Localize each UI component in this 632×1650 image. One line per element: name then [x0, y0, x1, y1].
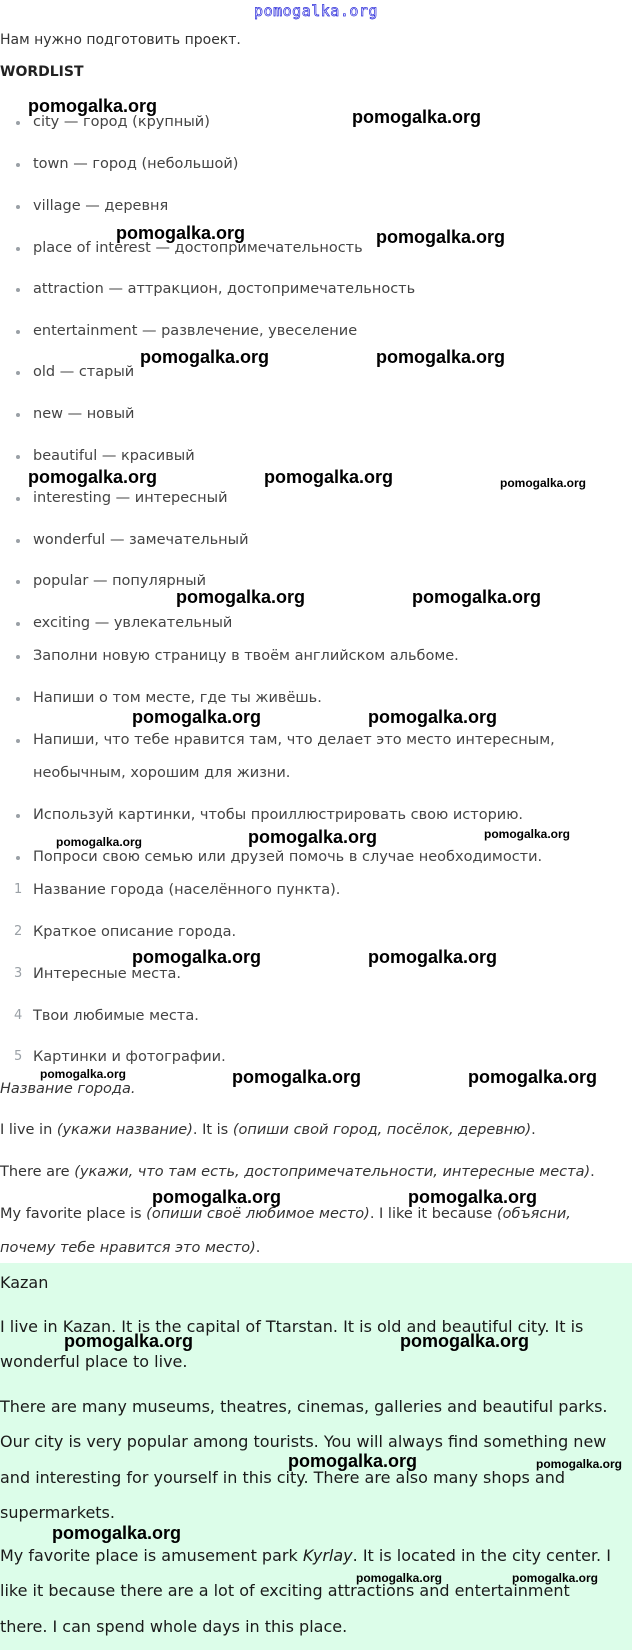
bullet-icon: [16, 330, 20, 334]
bullet-icon: [16, 205, 20, 209]
bullet-icon: [16, 163, 20, 167]
bullet-icon: [16, 697, 20, 701]
watermark: pomogalka.org: [28, 96, 158, 116]
bullet-icon: [16, 739, 20, 743]
watermark: pomogalka.org: [400, 1331, 530, 1351]
bullet-icon: [16, 247, 20, 251]
watermark: pomogalka.org: [368, 707, 498, 727]
answer-title: Kazan: [0, 1273, 49, 1292]
list-item: beautiful — красивый: [33, 448, 195, 464]
list-item: old — старый: [33, 364, 134, 380]
answer-block: [0, 1263, 632, 1650]
watermark: pomogalka.org: [264, 467, 394, 487]
watermark: pomogalka.org: [176, 587, 306, 607]
bullet-icon: [16, 413, 20, 417]
watermark: pomogalka.org: [352, 107, 482, 127]
bullet-icon: [16, 856, 20, 860]
list-item: popular — популярный: [33, 573, 206, 589]
list-item: interesting — интересный: [33, 490, 228, 506]
template-heading: Название города.: [0, 1081, 136, 1097]
list-item: village — деревня: [33, 198, 168, 214]
wordlist-title: WORDLIST: [0, 64, 84, 80]
watermark: pomogalka.org: [500, 476, 587, 490]
bullet-icon: [16, 655, 20, 659]
watermark: pomogalka.org: [376, 227, 506, 247]
watermark: pomogalka.org: [152, 1187, 282, 1207]
watermark: pomogalka.org: [52, 1523, 182, 1543]
answer-line: My favorite place is amusement park Kyrlay. It is located in the city center. I: [0, 1546, 611, 1565]
bullet-icon: [16, 622, 20, 626]
numbered-item: 3 Интересные места.: [14, 966, 182, 982]
bullet-icon: [16, 121, 20, 125]
list-item: wonderful — замечательный: [33, 532, 249, 548]
watermark: pomogalka.org: [56, 835, 143, 849]
list-item: attraction — аттракцион, достопримечательность: [33, 281, 415, 297]
bullet-icon: [16, 497, 20, 501]
watermark: pomogalka.org: [64, 1331, 194, 1351]
watermark: pomogalka.org: [40, 1067, 127, 1081]
watermark: pomogalka.org: [484, 827, 571, 841]
site-link[interactable]: pomogalka.org: [254, 2, 378, 20]
answer-line: supermarkets.: [0, 1503, 115, 1522]
watermark: pomogalka.org: [288, 1451, 418, 1471]
bullet-icon: [16, 455, 20, 459]
answer-line: there. I can spend whole days in this place.: [0, 1617, 348, 1636]
answer-line: and interesting for yourself in this city. There are also many shops and: [0, 1468, 565, 1487]
watermark: pomogalka.org: [132, 947, 262, 967]
watermark: pomogalka.org: [512, 1571, 599, 1585]
watermark: pomogalka.org: [28, 467, 158, 487]
template-line-4: почему тебе нравится это место).: [0, 1240, 261, 1256]
list-item: town — город (небольшой): [33, 156, 238, 172]
answer-line: There are many museums, theatres, cinemas, galleries and beautiful parks.: [0, 1397, 608, 1416]
watermark: pomogalka.org: [408, 1187, 538, 1207]
list-item: place of interest — достопримечательность: [33, 240, 363, 256]
template-line-2: There are (укажи, что там есть, достопримечательности, интересные места).: [0, 1164, 595, 1180]
list-item: city — город (крупный): [33, 114, 210, 130]
watermark: pomogalka.org: [140, 347, 270, 367]
list-item: Напиши о том месте, где ты живёшь.: [33, 690, 322, 706]
template-line-1: I live in (укажи название). It is (опиши свой город, посёлок, деревню).: [0, 1122, 536, 1138]
answer-line: I live in Kazan. It is the capital of Ttarstan. It is old and beautiful city. It is: [0, 1317, 584, 1336]
intro-text: Нам нужно подготовить проект.: [0, 32, 241, 48]
numbered-item: 1 Название города (населённого пункта).: [14, 882, 341, 898]
watermark: pomogalka.org: [536, 1457, 623, 1471]
watermark: pomogalka.org: [116, 223, 246, 243]
numbered-item: 5 Картинки и фотографии.: [14, 1049, 226, 1065]
template-line-3: My favorite place is (опиши своё любимое место). I like it because (объясни,: [0, 1206, 571, 1222]
list-item: Используй картинки, чтобы проиллюстрировать свою историю.: [33, 807, 523, 823]
watermark: pomogalka.org: [376, 347, 506, 367]
bullet-icon: [16, 539, 20, 543]
answer-line: Our city is very popular among tourists. You will always find something new: [0, 1432, 607, 1451]
answer-line: like it because there are a lot of exciting attractions and entertainment: [0, 1581, 570, 1600]
list-item: exciting — увлекательный: [33, 615, 232, 631]
watermark: pomogalka.org: [232, 1067, 362, 1087]
list-item: entertainment — развлечение, увеселение: [33, 323, 357, 339]
numbered-item: 2 Краткое описание города.: [14, 924, 237, 940]
list-item: new — новый: [33, 406, 134, 422]
answer-line: wonderful place to live.: [0, 1352, 188, 1371]
list-item: Напиши, что тебе нравится там, что делает это место интересным,: [33, 732, 555, 748]
bullet-icon: [16, 288, 20, 292]
watermark: pomogalka.org: [412, 587, 542, 607]
watermark: pomogalka.org: [368, 947, 498, 967]
watermark: pomogalka.org: [132, 707, 262, 727]
watermark: pomogalka.org: [356, 1571, 443, 1585]
watermark: pomogalka.org: [468, 1067, 598, 1087]
list-item-continuation: необычным, хорошим для жизни.: [33, 765, 291, 781]
list-item: Заполни новую страницу в твоём английском альбоме.: [33, 648, 459, 664]
numbered-item: 4 Твои любимые места.: [14, 1008, 199, 1024]
list-item: Попроси свою семью или друзей помочь в случае необходимости.: [33, 849, 542, 865]
watermark: pomogalka.org: [248, 827, 378, 847]
bullet-icon: [16, 371, 20, 375]
bullet-icon: [16, 580, 20, 584]
bullet-icon: [16, 814, 20, 818]
